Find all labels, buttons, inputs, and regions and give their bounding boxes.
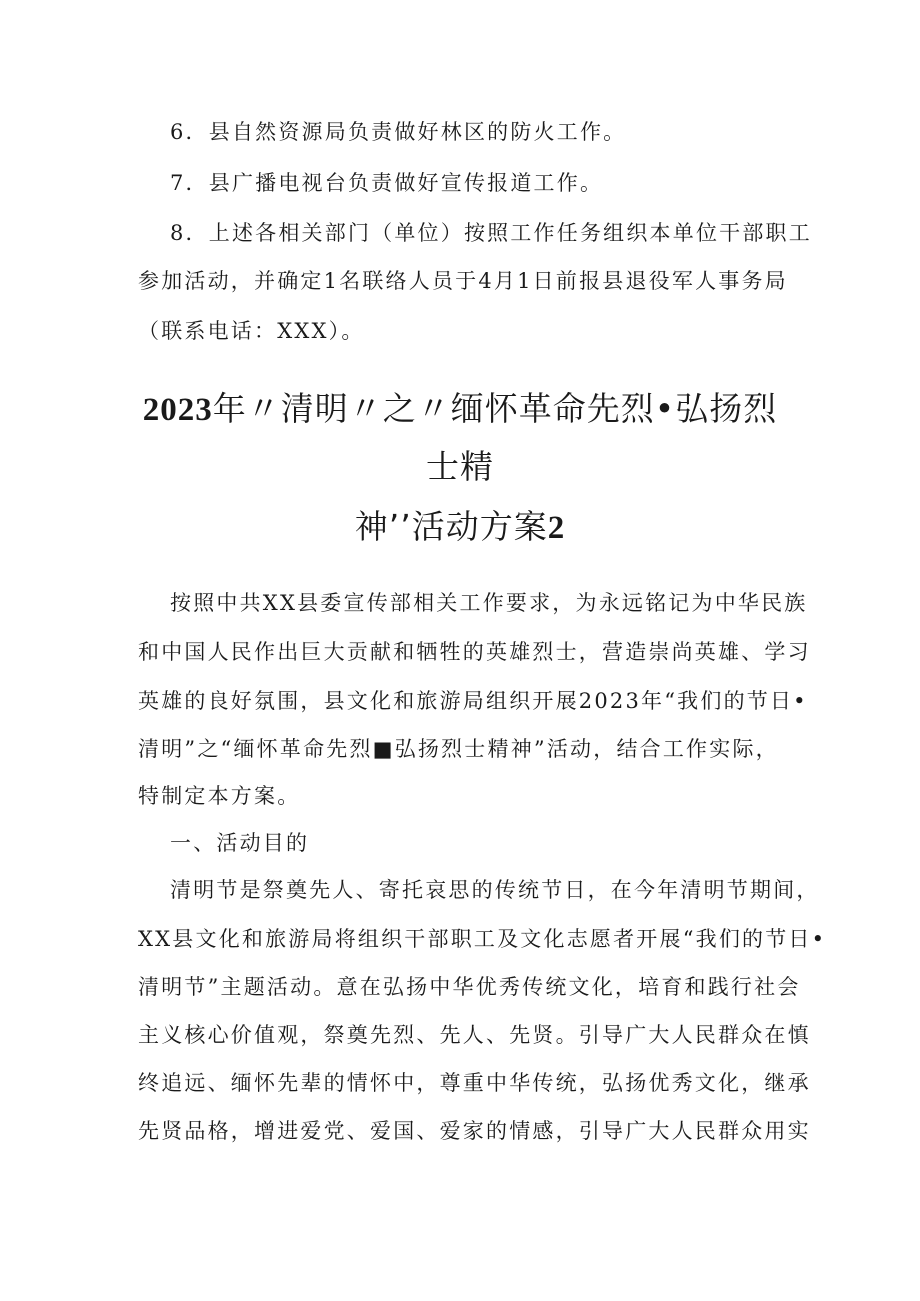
intro-line: 按照中共XX县委宣传部相关工作要求，为永远铭记为中华民族 — [170, 591, 808, 615]
doc-title-line-3 — [0, 505, 920, 550]
intro-line: 和中国人民作出巨大贡献和牺牲的英雄烈士，营造崇尚英雄、学习 — [138, 640, 811, 664]
doc-title-line-2 — [0, 445, 920, 489]
intro-line: 特制定本方案。 — [138, 784, 301, 808]
purpose-line: 终追远、缅怀先辈的情怀中，尊重中华传统，弘扬优秀文化，继承 — [138, 1071, 811, 1095]
purpose-line: XX县文化和旅游局将组织干部职工及文化志愿者开展“我们的节日• — [138, 927, 827, 951]
purpose-line: 清明节”主题活动。意在弘扬中华优秀传统文化，培育和践行社会 — [138, 975, 801, 999]
purpose-line: 清明节是祭奠先人、寄托哀思的传统节日，在今年清明节期间， — [170, 878, 820, 902]
title-year: 2023 — [142, 392, 213, 428]
item-7: 7．县广播电视台负责做好宣传报道工作。 — [170, 171, 604, 195]
purpose-line: 先贤品格，增进爱党、爱国、爱家的情感，引导广大人民群众用实 — [138, 1119, 811, 1143]
item-6: 6．县自然资源局负责做好林区的防火工作。 — [170, 120, 627, 144]
item-8-continued: 参加活动，并确定1名联络人员于4月1日前报县退役军人事务局 — [138, 269, 788, 293]
intro-line: 英雄的良好氛围，县文化和旅游局组织开展2023年“我们的节日• — [138, 689, 808, 713]
purpose-line: 主义核心价值观，祭奠先烈、先人、先贤。引导广大人民群众在慎 — [138, 1023, 811, 1047]
title-number: 2 — [547, 510, 566, 546]
title-line-3-text: 神’’活动方案 — [354, 507, 548, 546]
title-line-2-text: 士精 — [426, 447, 494, 486]
item-8: 8．上述各相关部门（单位）按照工作任务组织本单位干部职工 — [170, 221, 812, 245]
title-line-1-text: 年〃清明〃之〃缅怀革命先烈•弘扬烈 — [212, 389, 778, 428]
section-heading: 一、活动目的 — [170, 831, 310, 855]
doc-title-line-1 — [0, 387, 920, 432]
contact-phone-line: （联系电话：XXX）。 — [138, 319, 365, 343]
intro-line: 清明”之“缅怀革命先烈■弘扬烈士精神”活动，结合工作实际， — [138, 737, 779, 761]
